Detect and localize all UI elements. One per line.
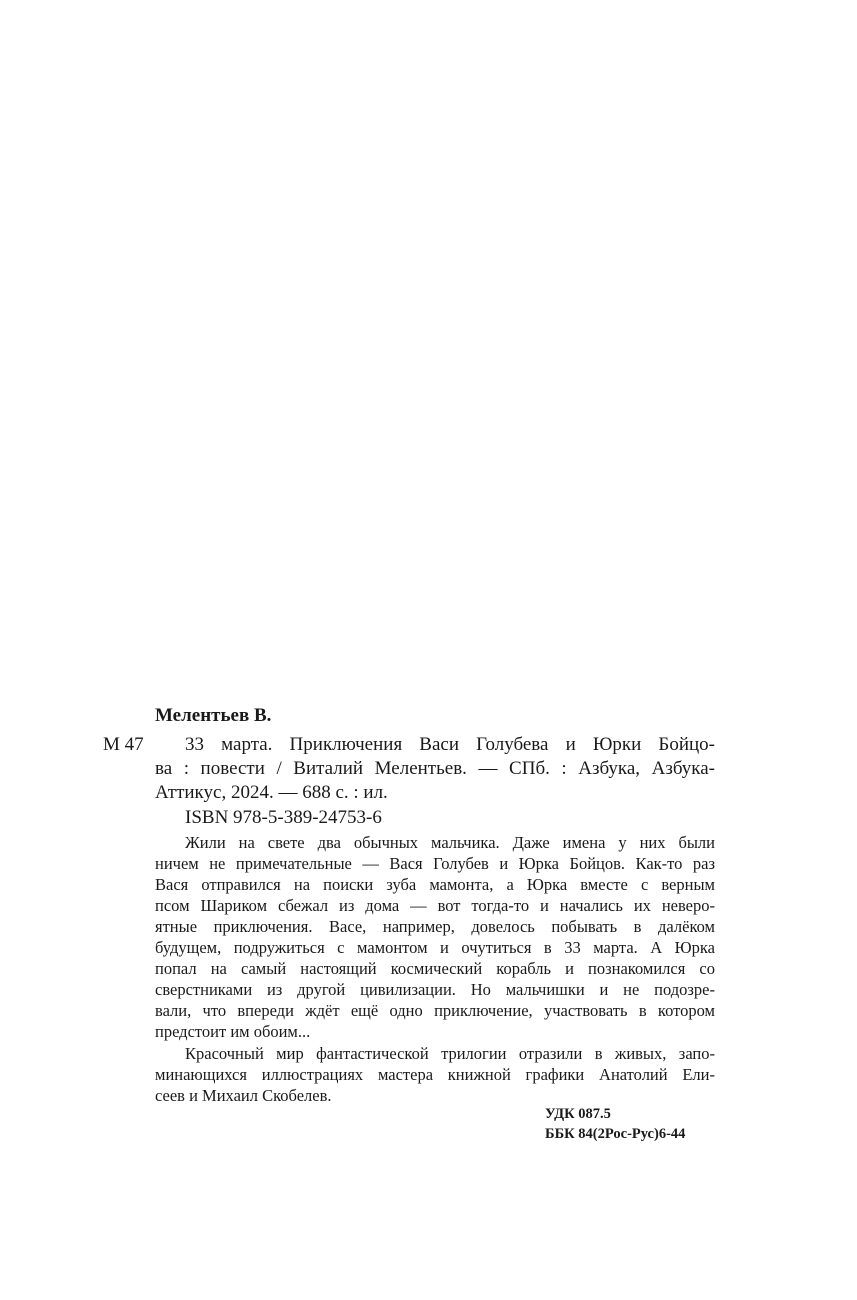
- annotation-line: ятные приключения. Васе, например, довелось побывать в далёком: [155, 917, 715, 936]
- annotation-line: будущем, подружиться с мамонтом и очутиться в 33 марта. А Юрка: [155, 938, 715, 957]
- annotation-line: Вася отправился на поиски зуба мамонта, а Юрка вместе с верным: [155, 875, 715, 894]
- isbn: ISBN 978-5-389-24753-6: [185, 807, 382, 828]
- annotation-line: Жили на свете два обычных мальчика. Даже имена у них были: [185, 833, 715, 852]
- annotation-line: ничем не примечательные — Вася Голубев и Юрка Бойцов. Как-то раз: [155, 854, 715, 873]
- annotation-line: сеев и Михаил Скобелев.: [155, 1086, 332, 1105]
- annotation-line: сверстниками из другой цивилизации. Но мальчишки и не подозре-: [155, 980, 715, 999]
- annotation-line: предстоит им обоим...: [155, 1022, 311, 1041]
- annotation-line: попал на самый настоящий космический корабль и познакомился со: [155, 959, 715, 978]
- title-line-1: 33 марта. Приключения Васи Голубева и Юрки Бойцо-: [185, 734, 715, 755]
- annotation-line: вали, что впереди ждёт ещё одно приключение, участвовать в котором: [155, 1001, 715, 1020]
- author-code: М 47: [103, 734, 144, 755]
- annotation-line: Красочный мир фантастической трилогии отразили в живых, запо-: [185, 1044, 715, 1063]
- title-line-2: ва : повести / Виталий Мелентьев. — СПб. : Азбука, Азбука-: [155, 758, 715, 779]
- udk-code: УДК 087.5: [545, 1106, 611, 1122]
- title-line-3: Аттикус, 2024. — 688 с. : ил.: [155, 782, 388, 803]
- annotation-line: псом Шариком сбежал из дома — вот тогда-то и начались их неверо-: [155, 896, 715, 915]
- annotation-line: минающихся иллюстрациях мастера книжной графики Анатолий Ели-: [155, 1065, 715, 1084]
- author-heading: Мелентьев В.: [155, 705, 272, 726]
- bbk-code: ББК 84(2Рос-Рус)6-44: [545, 1126, 686, 1142]
